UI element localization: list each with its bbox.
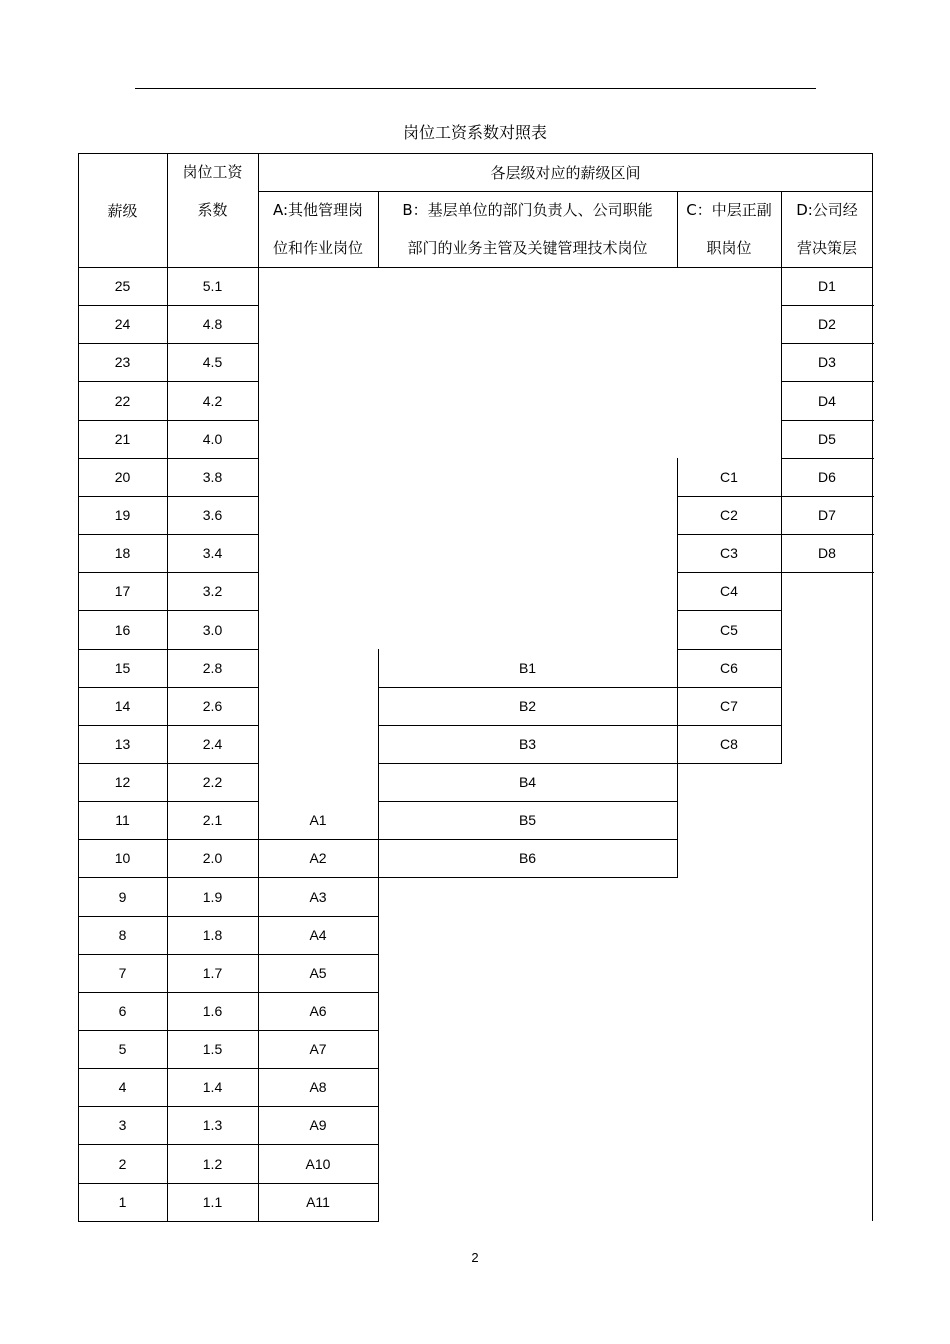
cell-border [78,725,79,764]
cell-border [378,954,379,993]
cell-border [378,877,379,917]
cell-coefficient: 2.2 [202,774,223,790]
cell-border [378,839,379,878]
cell-level-d: D1 [818,278,836,294]
cell-level-c: C1 [720,469,738,485]
cell-border [167,954,168,993]
cell-level-c: C5 [720,621,738,638]
cell-level-b: B2 [518,698,537,714]
cell-level-a: A8 [309,1079,327,1095]
cell-level-b: B4 [518,774,537,790]
cell-border [167,763,168,802]
header-left-border [78,153,79,267]
cell-border [781,649,782,688]
cell-border [781,458,782,497]
cell-grade: 23 [114,354,131,370]
cell-border [78,305,79,344]
cell-border [78,1068,79,1107]
cell-coefficient: 1.1 [202,1194,223,1210]
cell-level-a: A1 [309,812,327,828]
cell-border [677,610,678,650]
header-coef-divider [258,153,259,267]
cell-level-b: B3 [518,736,537,752]
cell-border [677,839,678,878]
cell-coefficient: 3.4 [202,545,223,561]
cell-border [78,763,79,802]
cell-border [378,877,678,878]
cell-border [78,458,79,497]
cell-border [378,725,379,764]
cell-border [78,687,79,726]
cell-border [167,839,168,878]
cell-border [258,1030,259,1069]
cell-level-c: C2 [720,507,738,523]
cell-border [258,534,259,573]
cell-grade: 13 [114,736,131,752]
cell-coefficient: 4.0 [202,431,223,447]
cell-border [167,1106,168,1145]
cell-border [78,1221,168,1222]
cell-border [677,534,678,573]
cell-grade: 20 [114,469,131,485]
header-col-d: D:公司经 营决策层 [796,201,858,257]
cell-level-d: D4 [818,392,836,409]
cell-border [78,343,79,382]
cell-border [78,992,79,1031]
cell-level-d: D5 [818,431,836,447]
cell-level-b: B1 [518,660,537,676]
cell-border [78,496,79,535]
cell-level-a: A10 [305,1155,331,1172]
cell-border [167,1068,168,1107]
cell-border [677,458,678,497]
cell-grade: 16 [114,621,131,638]
cell-border [677,496,678,535]
cell-border [677,725,678,764]
cell-level-b: B5 [518,812,537,828]
cell-border [78,534,79,573]
cell-border [258,343,259,382]
cell-coefficient: 4.5 [202,354,223,370]
cell-border [167,649,168,688]
cell-grade: 2 [118,1155,127,1172]
cell-border [167,687,168,726]
cell-border [167,1144,168,1184]
cell-coefficient: 3.8 [202,469,223,485]
cell-level-a: A6 [309,1003,327,1019]
cell-border [167,534,168,573]
header-grade: 薪级 [107,201,138,220]
cell-border [167,916,168,955]
cell-border [258,992,259,1031]
cell-border [258,1068,259,1107]
cell-border [781,572,874,573]
cell-border [378,1030,379,1069]
cell-grade: 3 [118,1117,127,1133]
cell-coefficient: 1.3 [202,1117,223,1133]
cell-grade: 22 [114,392,131,409]
cell-coefficient: 3.6 [202,507,223,523]
cell-coefficient: 5.1 [202,278,223,294]
cell-border [781,381,782,421]
cell-border [78,267,79,306]
cell-border [167,305,168,344]
cell-grade: 7 [118,965,127,981]
cell-coefficient: 4.2 [202,392,223,409]
cell-grade: 1 [118,1194,127,1210]
header-range: 各层级对应的薪级区间 [490,163,641,182]
header-grade-divider [167,153,168,267]
cell-border [167,1183,168,1222]
cell-border [781,496,782,535]
cell-coefficient: 2.6 [202,698,223,714]
cell-border [78,649,79,688]
page-number: 2 [471,1250,479,1265]
cell-level-c: C8 [720,736,738,752]
cell-coefficient: 3.0 [202,621,223,638]
cell-border [378,801,379,840]
header-coefficient: 岗位工资 系数 [182,163,243,219]
cell-border [677,572,678,611]
cell-border [378,1183,379,1222]
cell-border [258,1144,259,1184]
cell-level-a: A5 [309,965,327,981]
cell-border [258,801,259,840]
cell-coefficient: 2.1 [202,812,223,828]
cell-grade: 14 [114,698,131,714]
header-c-divider [781,191,782,267]
cell-border [258,267,259,306]
cell-border [258,610,259,650]
cell-grade: 6 [118,1003,127,1019]
cell-border [781,305,782,344]
cell-border [378,1106,379,1145]
cell-coefficient: 1.8 [202,927,223,943]
cell-border [378,649,379,688]
cell-grade: 24 [114,316,131,332]
header-col-a: A:其他管理岗 位和作业岗位 [272,201,364,257]
cell-border [78,877,79,917]
cell-coefficient: 2.0 [202,850,223,866]
cell-coefficient: 1.5 [202,1041,223,1057]
cell-level-c: C6 [720,660,738,676]
cell-border [167,420,168,459]
cell-border [167,1221,259,1222]
cell-grade: 17 [114,583,131,599]
cell-border [258,877,259,917]
cell-level-d: D8 [818,545,836,561]
cell-level-c: C4 [720,583,738,599]
cell-border [781,534,782,573]
cell-border [167,572,168,611]
cell-border [258,916,259,955]
cell-grade: 12 [114,774,131,790]
cell-border [258,572,259,611]
table-top-border [78,153,873,154]
cell-border [167,496,168,535]
cell-border [781,420,782,459]
cell-coefficient: 1.7 [202,965,223,981]
header-col-c: C：中层正副 职岗位 [686,201,772,257]
cell-border [781,610,782,650]
cell-grade: 4 [118,1079,127,1095]
cell-border [378,992,379,1031]
cell-border [78,1106,79,1145]
cell-level-a: A9 [309,1117,327,1133]
cell-coefficient: 1.4 [202,1079,223,1095]
cell-level-d: D2 [818,316,836,332]
cell-border [258,687,259,726]
cell-border [167,381,168,421]
cell-border [258,496,259,535]
cell-level-a: A4 [309,927,327,943]
cell-border [781,343,782,382]
cell-border [78,954,79,993]
cell-border [677,801,678,840]
cell-border [167,992,168,1031]
cell-border [677,687,678,726]
cell-coefficient: 2.4 [202,736,223,752]
cell-border [781,687,782,726]
cell-border [378,763,379,802]
cell-level-a: A7 [309,1041,327,1057]
cell-border [78,916,79,955]
cell-border [167,610,168,650]
cell-border [78,1030,79,1069]
cell-border [677,763,782,764]
cell-coefficient: 1.6 [202,1003,223,1019]
cell-border [258,381,259,421]
cell-border [258,649,259,688]
cell-border [258,1106,259,1145]
cell-grade: 21 [114,431,131,447]
cell-grade: 18 [114,545,131,561]
cell-level-a: A2 [309,850,327,866]
cell-border [677,649,678,688]
cell-border [258,839,259,878]
cell-border [258,1183,259,1222]
cell-border [78,839,79,878]
cell-border [167,343,168,382]
header-a-divider [378,191,379,267]
cell-border [78,801,79,840]
cell-coefficient: 4.8 [202,316,223,332]
cell-border [258,420,259,459]
cell-coefficient: 3.2 [202,583,223,599]
cell-grade: 9 [118,888,127,905]
cell-border [78,1144,79,1184]
cell-border [677,763,678,802]
header-rule [135,88,816,89]
cell-level-d: D6 [818,469,836,485]
cell-grade: 19 [114,507,131,523]
cell-border [258,725,259,764]
cell-grade: 25 [114,278,131,294]
header-col-b: B：基层单位的部门负责人、公司职能 部门的业务主管及关键管理技术岗位 [402,201,653,257]
cell-border [378,687,379,726]
cell-border [258,763,259,802]
cell-border [258,305,259,344]
cell-border [78,610,79,650]
cell-border [167,801,168,840]
table-title: 岗位工资系数对照表 [402,123,547,142]
cell-grade: 10 [114,850,131,866]
cell-grade: 8 [118,927,127,943]
cell-border [78,572,79,611]
cell-border [167,1030,168,1069]
cell-border [167,267,168,306]
cell-level-a: A11 [306,1194,330,1210]
cell-level-a: A3 [309,888,327,905]
cell-border [78,420,79,459]
cell-coefficient: 1.2 [202,1155,223,1172]
cell-border [167,877,168,917]
cell-border [167,458,168,497]
cell-level-d: D7 [818,507,836,523]
cell-grade: 15 [114,660,131,676]
cell-border [781,572,782,611]
cell-border [78,381,79,421]
cell-border [258,1221,379,1222]
cell-border [378,916,379,955]
cell-level-c: C7 [720,698,738,714]
cell-border [378,1068,379,1107]
cell-grade: 11 [115,812,130,828]
cell-coefficient: 2.8 [202,660,223,676]
header-b-divider [677,191,678,267]
cell-border [258,954,259,993]
cell-level-d: D3 [818,354,836,370]
cell-border [378,1144,379,1184]
cell-border [781,267,782,306]
cell-level-c: C3 [720,545,738,561]
cell-border [167,725,168,764]
cell-level-b: B6 [518,850,537,866]
cell-border [78,1183,79,1222]
cell-coefficient: 1.9 [202,888,223,905]
cell-border [781,725,782,764]
cell-grade: 5 [118,1041,127,1057]
cell-border [258,458,259,497]
